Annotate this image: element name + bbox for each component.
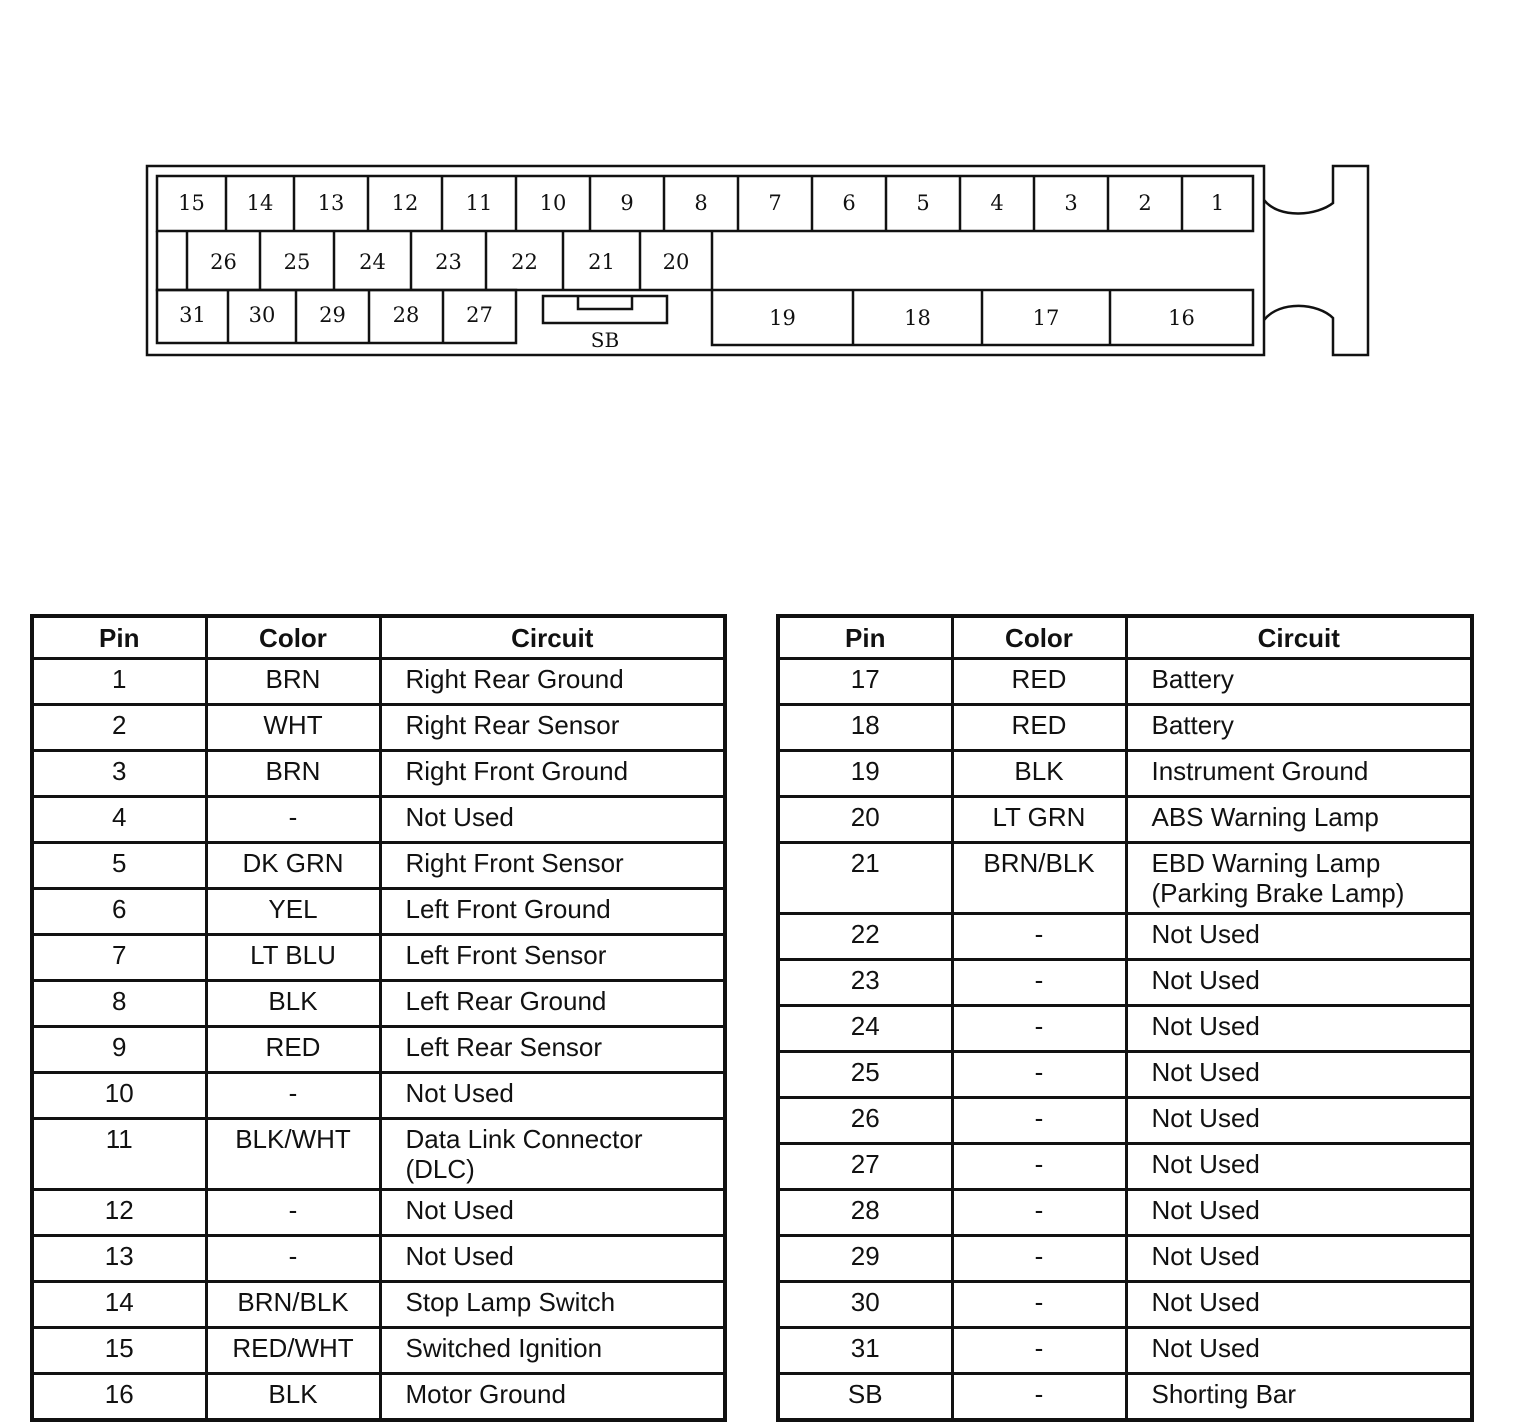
table-row: [778, 1374, 1472, 1421]
table-row: [778, 1236, 1472, 1282]
color-cell: YEL: [206, 889, 380, 935]
circuit-text: Left Front Sensor: [405, 940, 607, 970]
circuit-text: Switched Ignition: [405, 1333, 603, 1363]
color-cell: -: [952, 1006, 1126, 1052]
connector-pin-7: 7: [768, 191, 782, 215]
connector-pin-31: 31: [179, 303, 206, 327]
pin-cell: 10: [32, 1073, 206, 1119]
color-cell: RED: [952, 659, 1126, 705]
pin-cell: 8: [32, 981, 206, 1027]
pin-cell: 4: [32, 797, 206, 843]
color-cell: -: [206, 1236, 380, 1282]
pin-cell: 23: [778, 960, 952, 1006]
circuit-text: Right Rear Sensor: [405, 710, 620, 740]
header-circuit: Circuit: [380, 616, 725, 659]
color-cell: LT GRN: [952, 797, 1126, 843]
circuit-cell: [380, 705, 725, 751]
color-cell: BLK: [206, 1374, 380, 1421]
circuit-cell: [1126, 1144, 1472, 1190]
circuit-cell: [1126, 1282, 1472, 1328]
pin-cell: 12: [32, 1190, 206, 1236]
color-cell: BLK/WHT: [206, 1119, 380, 1190]
pin-cell: 7: [32, 935, 206, 981]
connector-diagram: [0, 0, 1536, 400]
circuit-text: Not Used: [1151, 1011, 1260, 1041]
table-row: [778, 1052, 1472, 1098]
color-cell: BRN: [206, 659, 380, 705]
connector-pin-4: 4: [990, 191, 1004, 215]
pin-cell: 16: [32, 1374, 206, 1421]
circuit-text: Battery: [1151, 710, 1234, 740]
pin-cell: 24: [778, 1006, 952, 1052]
circuit-text: Not Used: [1151, 1195, 1260, 1225]
connector-pin-6: 6: [842, 191, 856, 215]
circuit-text: Not Used: [1151, 1057, 1260, 1087]
pinout-table-left: [30, 614, 727, 1422]
table-row: [778, 705, 1472, 751]
table-header-row: [32, 616, 725, 659]
circuit-cell: [1126, 1190, 1472, 1236]
circuit-text: Not Used: [405, 1195, 514, 1225]
connector-pin-29: 29: [319, 303, 346, 327]
table-row: [32, 705, 725, 751]
circuit-cell: [1126, 1052, 1472, 1098]
circuit-cell: [380, 843, 725, 889]
circuit-text: Not Used: [1151, 965, 1260, 995]
table-row: [32, 1236, 725, 1282]
pin-cell: 31: [778, 1328, 952, 1374]
circuit-cell: [1126, 960, 1472, 1006]
circuit-cell: [1126, 705, 1472, 751]
connector-pin-19: 19: [769, 306, 796, 330]
circuit-text: Left Rear Sensor: [405, 1032, 603, 1062]
color-cell: RED/WHT: [206, 1328, 380, 1374]
table-row: [32, 1190, 725, 1236]
circuit-text: Shorting Bar: [1151, 1379, 1297, 1409]
circuit-cell: [380, 889, 725, 935]
color-cell: -: [952, 914, 1126, 960]
pin-cell: 25: [778, 1052, 952, 1098]
color-cell: -: [206, 797, 380, 843]
connector-pin-8: 8: [694, 191, 708, 215]
connector-pin-25: 25: [283, 250, 311, 274]
circuit-text-line2: (DLC): [405, 1154, 475, 1184]
color-cell: -: [952, 1144, 1126, 1190]
connector-pin-27: 27: [466, 303, 493, 327]
table-row: [778, 914, 1472, 960]
circuit-cell: [380, 1027, 725, 1073]
circuit-text: Not Used: [1151, 1333, 1260, 1363]
circuit-cell: [380, 659, 725, 705]
color-cell: BRN: [206, 751, 380, 797]
connector-pin-3: 3: [1064, 191, 1078, 215]
table-row: [778, 1006, 1472, 1052]
connector-latch: [1264, 166, 1368, 355]
table-row: [778, 960, 1472, 1006]
table-row: [32, 935, 725, 981]
pin-cell: 27: [778, 1144, 952, 1190]
connector-pin-22: 22: [511, 250, 538, 274]
circuit-cell: [380, 1190, 725, 1236]
circuit-text: Battery: [1151, 664, 1234, 694]
circuit-text: Not Used: [1151, 919, 1260, 949]
color-cell: -: [952, 1052, 1126, 1098]
pin-cell: 20: [778, 797, 952, 843]
circuit-cell: [1126, 1098, 1472, 1144]
pin-cell: 11: [32, 1119, 206, 1190]
table-header-row: [778, 616, 1472, 659]
table-row: [32, 1119, 725, 1190]
pin-cell: 15: [32, 1328, 206, 1374]
connector-pin-12: 12: [391, 191, 419, 215]
circuit-cell: [1126, 1236, 1472, 1282]
color-cell: -: [952, 1328, 1126, 1374]
table-row: [778, 1282, 1472, 1328]
table-row: [778, 659, 1472, 705]
pin-cell: 22: [778, 914, 952, 960]
connector-pin-23: 23: [435, 250, 462, 274]
pin-cell: 14: [32, 1282, 206, 1328]
table-row: [32, 843, 725, 889]
connector-pin-11: 11: [465, 191, 493, 215]
color-cell: RED: [206, 1027, 380, 1073]
circuit-text: EBD Warning Lamp: [1151, 848, 1381, 878]
table-row: [32, 1282, 725, 1328]
header-circuit: Circuit: [1126, 616, 1472, 659]
circuit-text: Stop Lamp Switch: [405, 1287, 616, 1317]
connector-pin-5: 5: [916, 191, 930, 215]
connector-pin-16: 16: [1168, 306, 1195, 330]
pin-cell: 13: [32, 1236, 206, 1282]
table-row: [778, 1098, 1472, 1144]
color-cell: BRN/BLK: [952, 843, 1126, 914]
circuit-text: Instrument Ground: [1151, 756, 1369, 786]
circuit-text: Right Rear Ground: [405, 664, 624, 694]
circuit-cell: [1126, 751, 1472, 797]
pin-cell: 6: [32, 889, 206, 935]
circuit-text: Left Rear Ground: [405, 986, 607, 1016]
pin-cell: 29: [778, 1236, 952, 1282]
connector-pin-10: 10: [539, 191, 567, 215]
connector-pin-24: 24: [359, 250, 386, 274]
color-cell: LT BLU: [206, 935, 380, 981]
connector-pin-28: 28: [392, 303, 420, 327]
circuit-cell: [1126, 1328, 1472, 1374]
circuit-text: Motor Ground: [405, 1379, 566, 1409]
header-color: Color: [952, 616, 1126, 659]
pin-cell: 18: [778, 705, 952, 751]
connector-pin-15: 15: [178, 191, 205, 215]
header-color: Color: [206, 616, 380, 659]
circuit-text: ABS Warning Lamp: [1151, 802, 1379, 832]
circuit-cell: [1126, 659, 1472, 705]
table-row: [778, 1190, 1472, 1236]
table-row: [32, 797, 725, 843]
connector-pin-21: 21: [588, 250, 615, 274]
connector-pin-26: 26: [210, 250, 237, 274]
circuit-cell: [380, 1328, 725, 1374]
circuit-cell: [380, 1236, 725, 1282]
circuit-text: Not Used: [1151, 1287, 1260, 1317]
pin-cell: 28: [778, 1190, 952, 1236]
circuit-text: Right Front Ground: [405, 756, 629, 786]
color-cell: DK GRN: [206, 843, 380, 889]
pin-cell: 30: [778, 1282, 952, 1328]
pin-cell: 5: [32, 843, 206, 889]
color-cell: -: [206, 1190, 380, 1236]
color-cell: -: [952, 1282, 1126, 1328]
pin-cell: 3: [32, 751, 206, 797]
color-cell: WHT: [206, 705, 380, 751]
connector-pin-9: 9: [620, 191, 634, 215]
connector-pin-14: 14: [246, 191, 274, 215]
pin-cell: 1: [32, 659, 206, 705]
circuit-cell: [1126, 1374, 1472, 1421]
connector-pin-17: 17: [1032, 306, 1060, 330]
header-pin: Pin: [778, 616, 952, 659]
circuit-text: Left Front Ground: [405, 894, 611, 924]
shorting-bar-notch: [578, 296, 632, 309]
color-cell: -: [952, 1190, 1126, 1236]
table-row: [32, 751, 725, 797]
circuit-text: Not Used: [1151, 1149, 1260, 1179]
circuit-cell: [380, 751, 725, 797]
table-row: [32, 981, 725, 1027]
color-cell: BLK: [206, 981, 380, 1027]
color-cell: BLK: [952, 751, 1126, 797]
table-row: [32, 1027, 725, 1073]
pin-cell: 21: [778, 843, 952, 914]
color-cell: -: [952, 1374, 1126, 1421]
table-row: [32, 1328, 725, 1374]
table-row: [32, 1374, 725, 1421]
pin-cell: 2: [32, 705, 206, 751]
shorting-bar-label: SB: [590, 328, 620, 352]
circuit-cell: [1126, 914, 1472, 960]
color-cell: -: [952, 960, 1126, 1006]
pin-cell: 19: [778, 751, 952, 797]
pinout-table-right: [776, 614, 1474, 1422]
circuit-cell: [1126, 843, 1472, 914]
circuit-text: Not Used: [1151, 1241, 1260, 1271]
color-cell: RED: [952, 705, 1126, 751]
circuit-cell: [1126, 797, 1472, 843]
pin-cell: 9: [32, 1027, 206, 1073]
circuit-cell: [380, 1073, 725, 1119]
color-cell: -: [206, 1073, 380, 1119]
circuit-text: Right Front Sensor: [405, 848, 624, 878]
circuit-cell: [380, 1282, 725, 1328]
connector-pin-1: 1: [1210, 191, 1225, 215]
table-row: [32, 659, 725, 705]
circuit-cell: [380, 1119, 725, 1190]
connector-pin-13: 13: [317, 191, 345, 215]
pin-cell: SB: [778, 1374, 952, 1421]
circuit-cell: [380, 797, 725, 843]
connector-pin-18: 18: [904, 306, 931, 330]
circuit-cell: [380, 935, 725, 981]
table-row: [778, 843, 1472, 914]
circuit-text: Not Used: [405, 802, 514, 832]
header-pin: Pin: [32, 616, 206, 659]
connector-pin-20: 20: [662, 250, 690, 274]
table-row: [778, 1144, 1472, 1190]
pin-cell: 26: [778, 1098, 952, 1144]
circuit-text: Not Used: [1151, 1103, 1260, 1133]
circuit-text-line2: (Parking Brake Lamp): [1151, 878, 1405, 908]
table-row: [778, 797, 1472, 843]
color-cell: -: [952, 1236, 1126, 1282]
table-row: [32, 889, 725, 935]
circuit-cell: [380, 1374, 725, 1421]
table-row: [32, 1073, 725, 1119]
circuit-text: Not Used: [405, 1241, 514, 1271]
table-row: [778, 1328, 1472, 1374]
pin-cell: 17: [778, 659, 952, 705]
circuit-cell: [380, 981, 725, 1027]
circuit-text: Not Used: [405, 1078, 514, 1108]
circuit-cell: [1126, 1006, 1472, 1052]
connector-pin-2: 2: [1138, 191, 1152, 215]
circuit-text: Data Link Connector: [405, 1124, 643, 1154]
table-row: [778, 751, 1472, 797]
connector-pin-30: 30: [248, 303, 276, 327]
color-cell: -: [952, 1098, 1126, 1144]
color-cell: BRN/BLK: [206, 1282, 380, 1328]
